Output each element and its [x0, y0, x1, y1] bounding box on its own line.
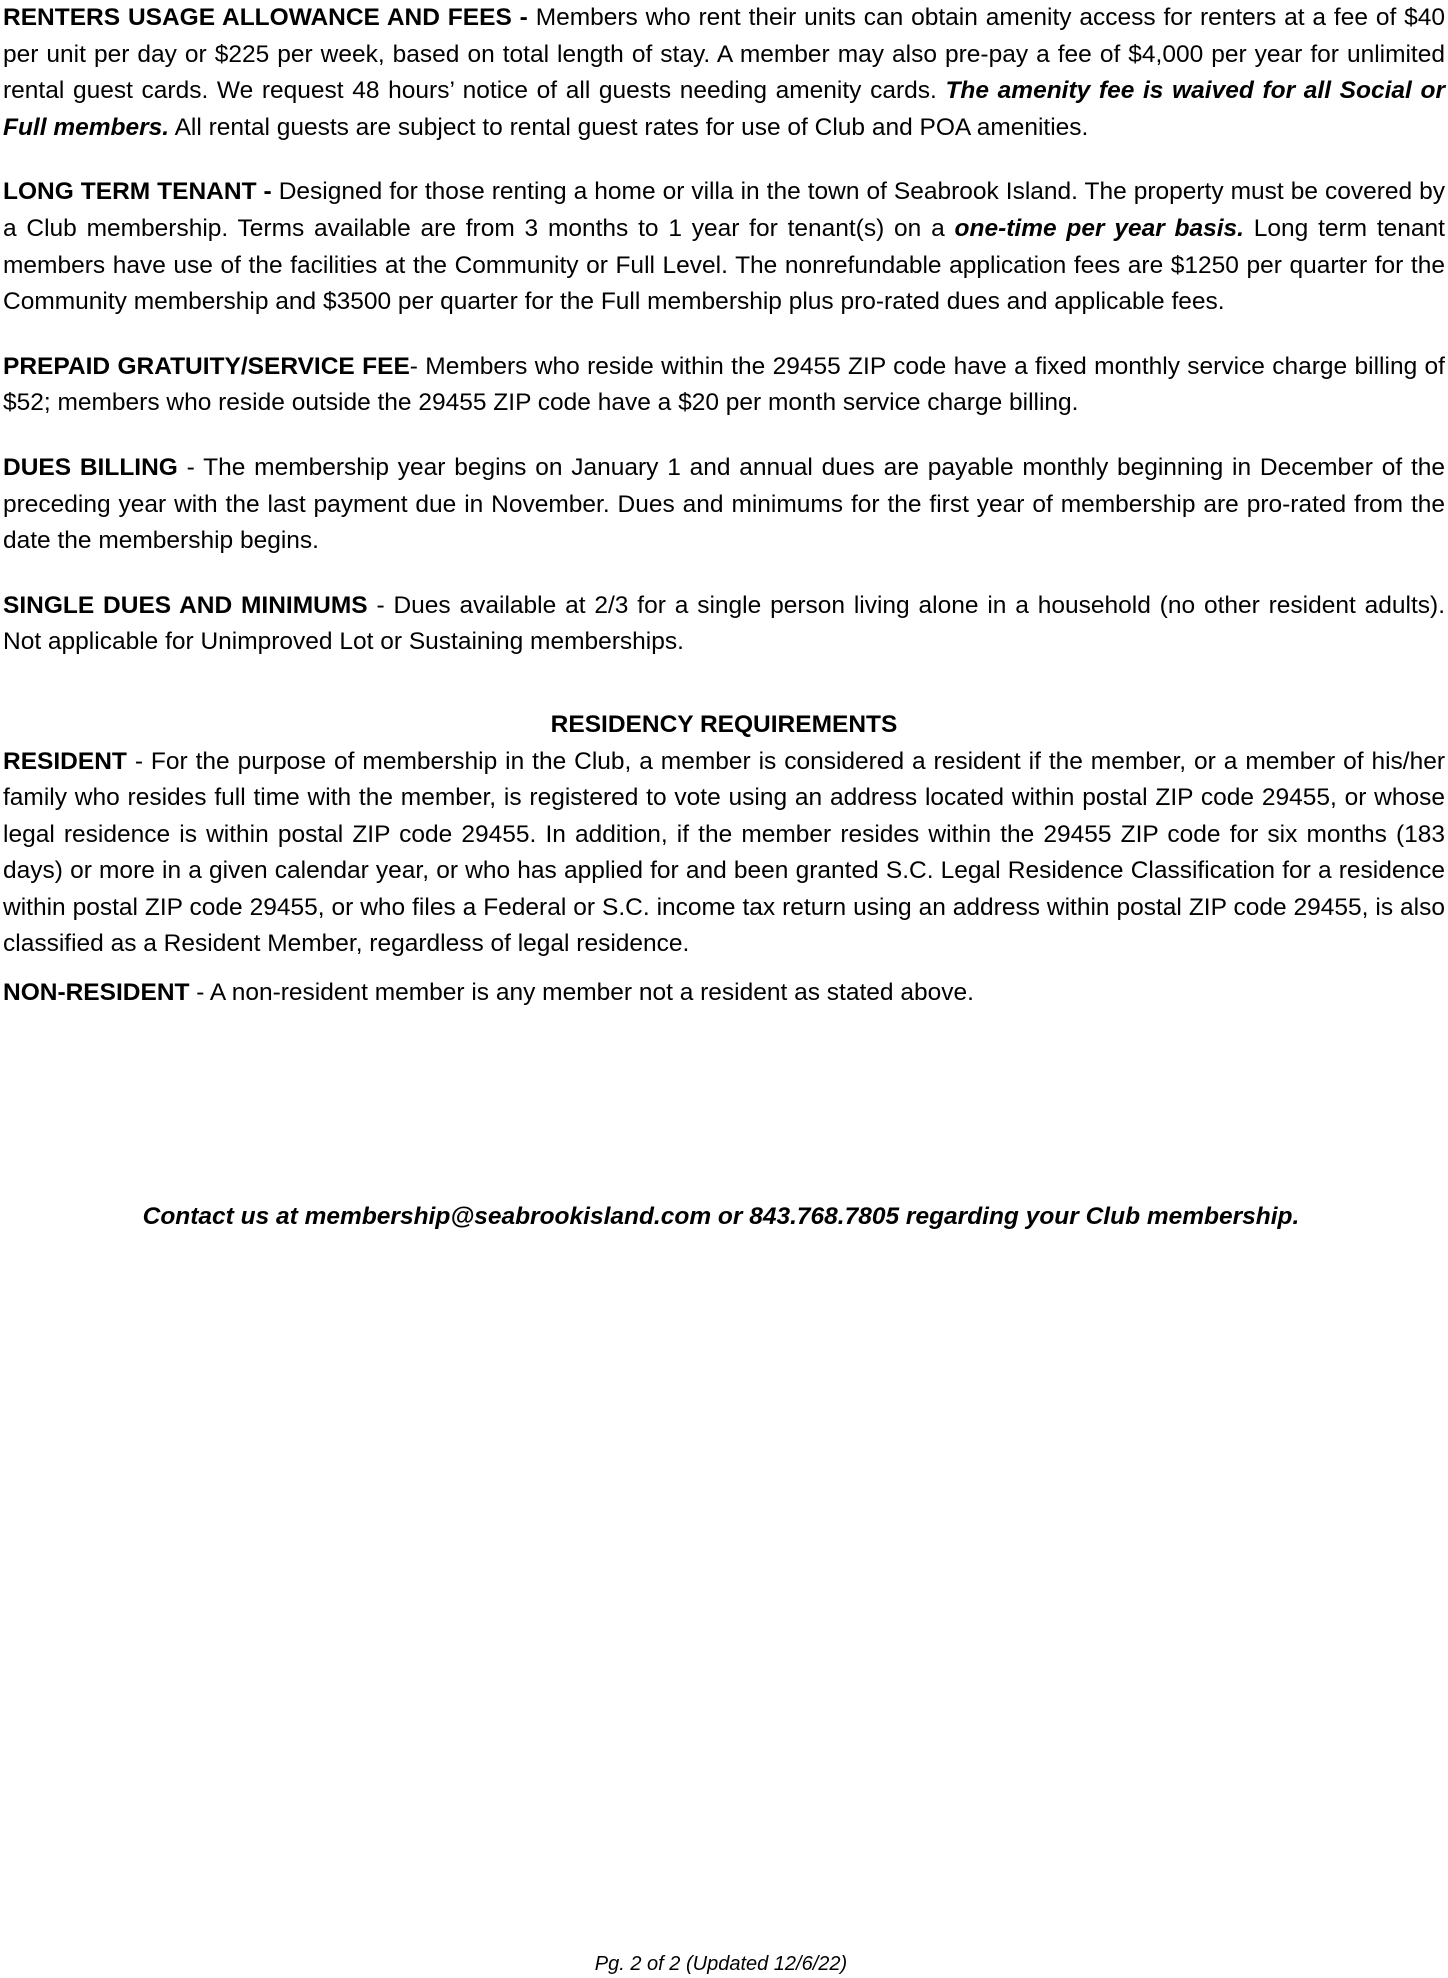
prepaid-gratuity-paragraph: [3, 349, 1445, 422]
prepaid-gratuity-heading: PREPAID GRATUITY/SERVICE FEE: [3, 352, 410, 380]
long-term-tenant-emphasis: one-time per year basis.: [954, 214, 1244, 242]
renters-fees-paragraph: [3, 0, 1445, 146]
renters-fees-emphasis: The amenity fee is waived for all Social or Full members.: [3, 77, 1445, 141]
renters-fees-text: Members who rent their units can obtain amenity access for renters at a fee of $40 per unit per day or $225 per week, based on total length of stay. A member may also pre-pay a fee of $4,000 per year for unlimited rental guest cards. We request 48 hours’ notice of all guests needing amenity cards.: [3, 4, 1445, 105]
single-dues-paragraph: [3, 588, 1445, 661]
single-dues-heading: SINGLE DUES AND MINIMUMS: [3, 591, 368, 619]
single-dues-text: - Dues available at 2/3 for a single person living alone in a household (no other resident adults). Not applicable for Unimproved Lot or Sustaining memberships.: [3, 591, 1445, 656]
dues-billing-heading: DUES BILLING: [3, 453, 178, 481]
prepaid-gratuity-text: - Members who reside within the 29455 ZIP code have a fixed monthly service charge billing of $52; members who reside outside the 29455 ZIP code have a $20 per month service charge billing.: [3, 352, 1445, 417]
renters-fees-heading: RENTERS USAGE ALLOWANCE AND FEES -: [3, 4, 536, 31]
renters-fees-text-2: All rental guests are subject to rental guest rates for use of Club and POA amenities.: [169, 113, 1089, 141]
long-term-tenant-text: Designed for those renting a home or villa in the town of Seabrook Island. The property must be covered by a Club membership. Terms available are from 3 months to 1 year for tenant(s) on a: [3, 178, 1445, 242]
non-resident-heading: NON-RESIDENT: [3, 979, 190, 1007]
page-footer: Pg. 2 of 2 (Updated 12/6/22): [594, 1953, 848, 1975]
document-page: [3, 0, 1445, 1012]
long-term-tenant-text-2: Long term tenant members have use of the facilities at the Community or Full Level. The nonrefundable application fees are $1250 per quarter for the Community membership and $3500 per quarter for the Full membership plus pro-rated dues and applicable fees.: [3, 214, 1445, 316]
dues-billing-text: - The membership year begins on January 1 and annual dues are payable monthly beginning in December of the preceding year with the last payment due in November. Dues and minimums for the first year of membership are pro-rated from the date the membership begins.: [3, 453, 1445, 555]
resident-text: - For the purpose of membership in the Club, a member is considered a resident if the member, or a member of his/her family who resides full time with the member, is registered to vote using an address located within postal ZIP code 29455, or whose legal residence is within postal ZIP code 29455. In addition, if the member resides within the 29455 ZIP code for six months (183 days) or more in a given calendar year, or who has applied for and been granted S.C. Legal Residence Classification for a residence within postal ZIP code 29455, or who files a Federal or S.C. income tax return using an address within postal ZIP code 29455, is also classified as a Resident Member, regardless of legal residence.: [3, 747, 1445, 958]
non-resident-text: - A non-resident member is any member not a resident as stated above.: [189, 979, 974, 1007]
resident-paragraph: [3, 744, 1445, 964]
resident-heading: RESIDENT: [3, 747, 127, 775]
residency-requirements-title: RESIDENCY REQUIREMENTS: [550, 710, 898, 738]
dues-billing-paragraph: [3, 450, 1445, 560]
non-resident-paragraph: [3, 975, 1445, 1012]
long-term-tenant-heading: LONG TERM TENANT -: [3, 178, 279, 206]
contact-line: Contact us at membership@seabrookisland.com or 843.768.7805 regarding your Club membership.: [142, 1203, 1300, 1230]
long-term-tenant-paragraph: [3, 174, 1445, 320]
